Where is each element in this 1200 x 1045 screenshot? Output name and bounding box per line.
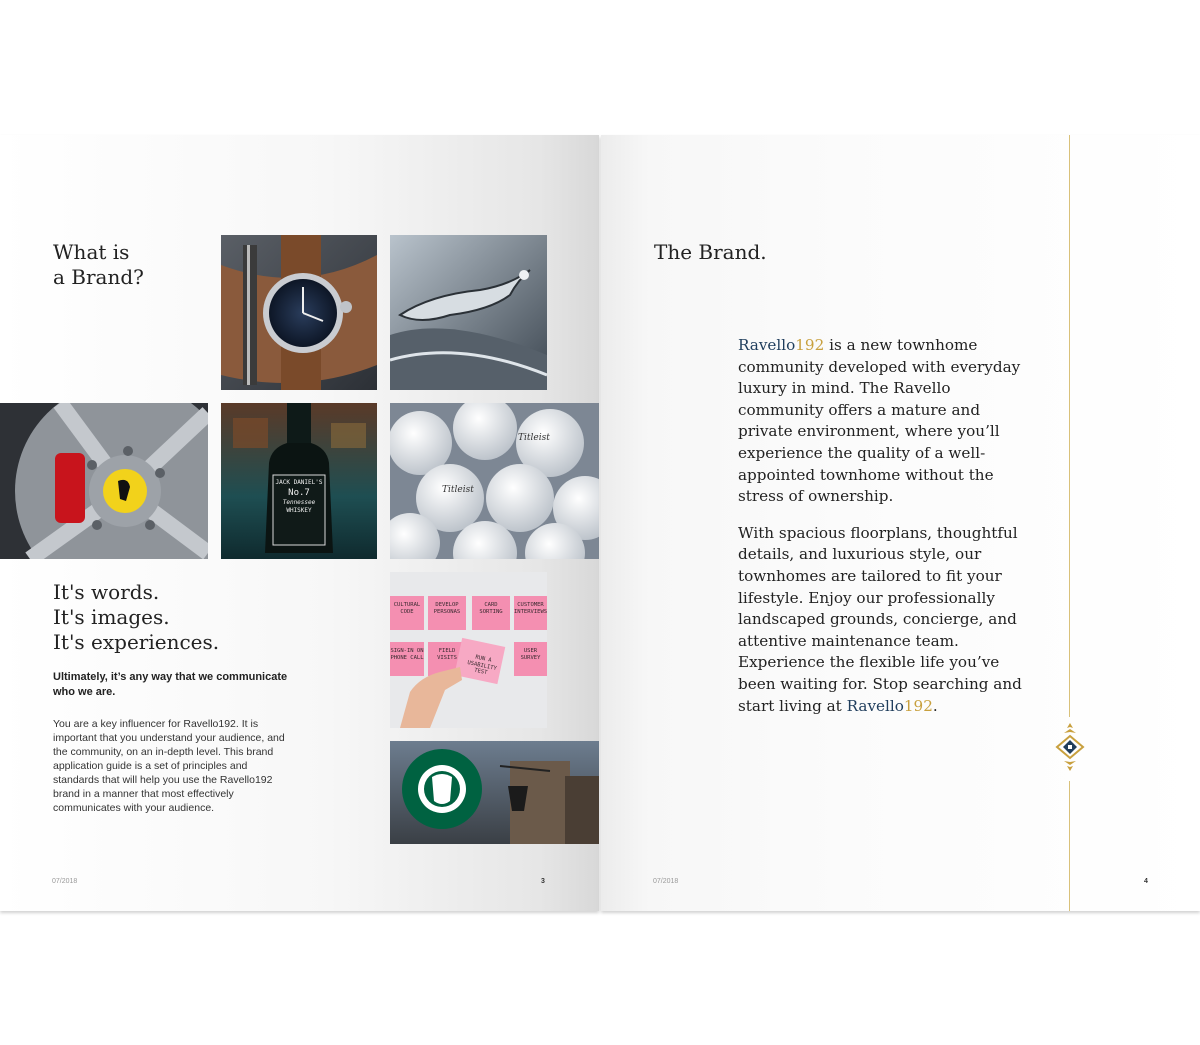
footer-date: 07/2018	[653, 878, 679, 885]
brand-paragraph-1	[738, 335, 1023, 508]
diamond-star-emblem-icon	[1055, 723, 1085, 771]
emphasis-statement: Ultimately, it’s any way that we communicate who we are.	[53, 671, 288, 698]
golf-ball-brand-text: Titleist	[442, 485, 474, 495]
ferrari-wheel-photo	[0, 403, 208, 559]
brand-description	[738, 335, 1023, 732]
bottle-type-text: WHISKEY	[286, 507, 312, 514]
page-number: 4	[1144, 878, 1148, 885]
paragraph-text: With spacious floorplans, thoughtful details, and luxurious style, our townhomes are tailored to fit your lifestyle. Enjoy our professionally landscaped grounds, concierge, and attentive maintenance team. Experience the flexible life you’ve been waiting for. Stop searching and start living at	[738, 523, 1022, 715]
tagline-line: It's images.	[53, 605, 170, 629]
brand-name: Ravello	[738, 336, 796, 354]
whiskey-bottle-photo	[221, 403, 377, 559]
page-heading-the-brand: The Brand.	[654, 240, 767, 264]
golf-ball-brand-text: Titleist	[518, 433, 550, 443]
tagline-heading	[53, 580, 219, 655]
brand-name: Ravello	[846, 696, 904, 715]
bottle-state-text: Tennessee	[282, 499, 316, 506]
sticky-note-text: CUSTOMER INTERVIEWS	[514, 602, 547, 615]
brand-paragraph-2	[738, 523, 1023, 717]
gold-rule-top	[1069, 135, 1070, 717]
sticky-notes-photo	[390, 572, 547, 728]
tagline-line: It's experiences.	[53, 630, 220, 654]
watch-photo	[221, 235, 377, 390]
page-heading-what-is-a-brand	[53, 240, 144, 290]
sticky-notes-text	[390, 572, 547, 728]
page-number: 3	[541, 878, 545, 885]
bottle-label-text	[273, 475, 325, 515]
sticky-note-text: RUN A USABILITY TEST	[466, 654, 498, 677]
sticky-note-text: CARD SORTING	[479, 602, 503, 615]
jaguar-ornament-photo	[390, 235, 547, 390]
left-page	[0, 135, 599, 911]
footer-date: 07/2018	[52, 878, 78, 885]
sticky-note-text: FIELD VISITS	[437, 648, 457, 661]
paragraph-text: .	[932, 696, 938, 715]
sticky-note-text: USER SURVEY	[520, 648, 541, 661]
gold-rule-bottom	[1069, 781, 1070, 911]
tagline-line: It's words.	[53, 580, 160, 604]
bottle-number-text: No.7	[288, 488, 310, 498]
brand-number: 192	[795, 336, 825, 354]
paragraph-text: is a new townhome community developed with everyday luxury in mind. The Ravello community offers a mature and private environment, where you’ll experience the quality of a well-appointed townhome without the stress of ownership.	[738, 336, 1021, 506]
brochure-spread	[0, 135, 1200, 911]
bottle-brand-text: JACK DANIEL'S	[275, 479, 323, 486]
sticky-note-text: DEVELOP PERSONAS	[433, 602, 461, 615]
golf-balls-photo	[390, 403, 599, 559]
coffee-shop-sign-photo	[390, 741, 599, 844]
sticky-note-text: CULTURAL CODE	[393, 602, 421, 615]
brand-number: 192	[903, 696, 933, 715]
sticky-note-text: SIGN-IN ON PHONE CALL	[390, 648, 424, 661]
heading-line: a Brand?	[53, 265, 144, 289]
intro-paragraph: You are a key influencer for Ravello192. It is important that you understand your audience, and the community, on an in-depth level. This brand application guide is a set of principles and standards that will help you use the Ravello192 brand in a manner that most effectively communicates with your audience.	[53, 718, 285, 814]
heading-line: What is	[53, 240, 130, 264]
right-page	[601, 135, 1200, 911]
